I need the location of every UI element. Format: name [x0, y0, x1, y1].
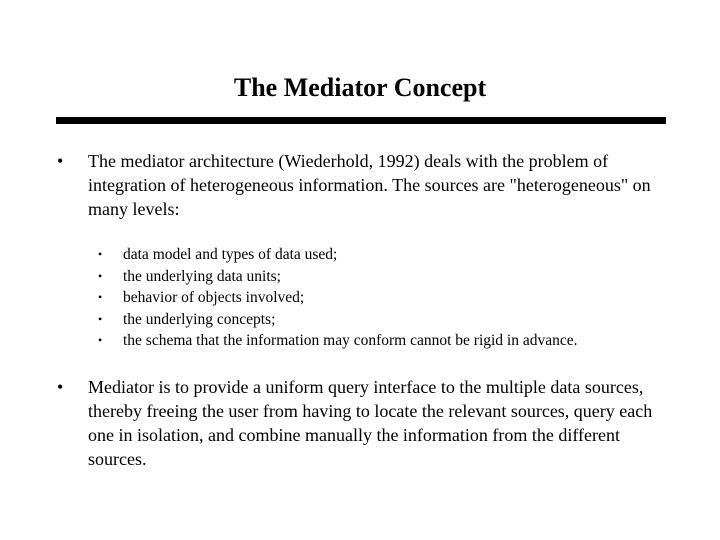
slide-title: The Mediator Concept — [233, 73, 487, 102]
sub-bullet-marker: • — [98, 333, 103, 347]
sub-bullet-text: data model and types of data used; — [123, 246, 338, 263]
sub-bullet-marker: • — [98, 247, 103, 261]
title-divider — [56, 117, 666, 124]
sub-bullet-item — [98, 244, 698, 266]
sub-bullet-list — [98, 244, 698, 352]
bullet-item — [57, 149, 657, 221]
sub-bullet-marker: • — [98, 290, 103, 304]
bullet-text: Mediator is to provide a uniform query interface to the multiple data sources, thereby freeing the user from having to locate the relevant sources, query each one in isolation, and combine manually the information from the different sources. — [88, 377, 653, 469]
sub-bullet-item — [98, 330, 698, 352]
sub-bullet-text: the underlying concepts; — [123, 310, 276, 328]
sub-bullet-item — [98, 309, 698, 331]
sub-bullet-marker: • — [98, 311, 103, 326]
sub-bullet-text: the schema that the information may conform cannot be rigid in advance. — [123, 332, 578, 349]
sub-bullet-text: behavior of objects involved; — [123, 289, 305, 306]
bullet-item — [57, 375, 657, 471]
bullet-marker: • — [57, 377, 64, 397]
bullet-text: The mediator architecture (Wiederhold, 1992) deals with the problem of integration of heterogeneous information. The sources are "heterogeneous" on many levels: — [88, 151, 651, 219]
sub-bullet-marker: • — [98, 268, 103, 283]
bullet-marker: • — [57, 151, 64, 171]
sub-bullet-item — [98, 287, 698, 309]
sub-bullet-text: the underlying data units; — [123, 267, 281, 285]
sub-bullet-item — [98, 266, 698, 288]
